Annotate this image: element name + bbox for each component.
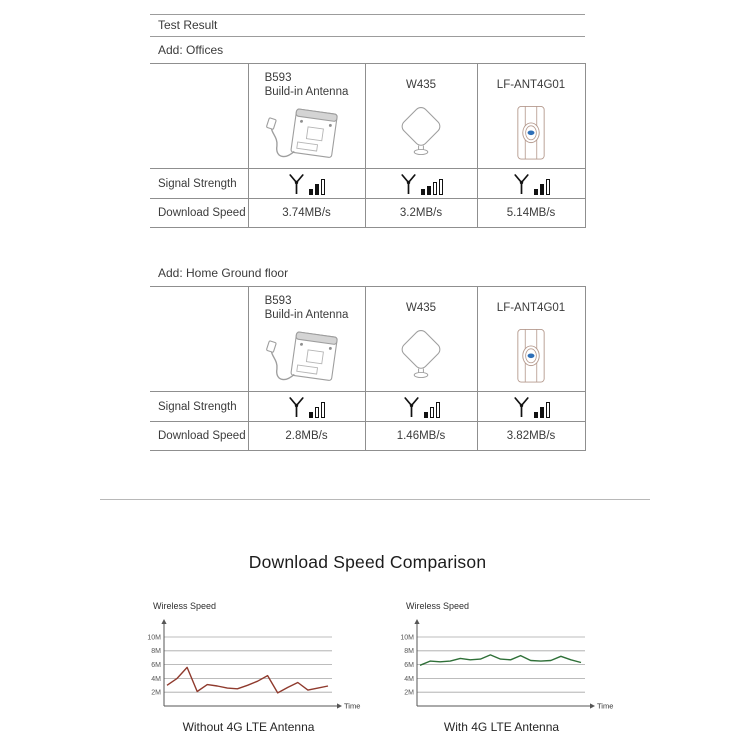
speed-cell-lf-ant4g01: 5.14MB/s: [477, 199, 585, 228]
chart-y-axis-title: Wireless Speed: [406, 601, 470, 611]
product-name-lf-ant4g01: LF-ANT4G01: [496, 302, 566, 314]
signal-strength-label: Signal Strength: [150, 392, 248, 422]
product-cell-b593: [248, 287, 365, 392]
signal-cell-b593: [248, 392, 365, 422]
svg-text:Time: Time: [597, 701, 614, 711]
charts-row: [0, 601, 750, 734]
chart-y-axis-title: Wireless Speed: [153, 601, 217, 611]
test-result-header: Test Result: [150, 14, 585, 37]
download-speed-label: Download Speed: [150, 422, 248, 451]
svg-text:10M: 10M: [147, 634, 161, 642]
product-name-b593: B593 Build-in Antenna: [264, 295, 349, 321]
test-section-offices: [150, 37, 585, 228]
result-table-offices: [150, 63, 586, 228]
svg-text:6M: 6M: [151, 662, 161, 669]
section-divider: [100, 499, 650, 500]
svg-text:8M: 8M: [404, 648, 414, 656]
svg-text:4M: 4M: [404, 675, 414, 683]
product-header-row: [150, 64, 585, 169]
signal-strength-row: [150, 392, 585, 422]
download-speed-label: Download Speed: [150, 199, 248, 228]
b593-router-image: [266, 327, 348, 391]
b593-router-image: [266, 104, 348, 168]
signal-strength-icon: [288, 396, 325, 418]
product-cell-lf-ant4g01: [477, 64, 585, 169]
product-cell-b593: [248, 64, 365, 169]
line-chart-without-antenna: [136, 613, 361, 718]
signal-strength-icon: [403, 396, 440, 418]
chart-with-antenna: [389, 601, 614, 734]
table-caption-home: Add: Home Ground floor: [158, 266, 289, 280]
speed-cell-b593: 2.8MB/s: [248, 422, 365, 451]
lf-ant4g01-antenna-image: [494, 327, 568, 385]
result-table-home: [150, 286, 586, 451]
svg-text:4M: 4M: [151, 675, 161, 683]
w435-antenna-image: [385, 327, 457, 383]
speed-cell-w435: 3.2MB/s: [365, 199, 477, 228]
signal-strength-row: [150, 169, 585, 199]
signal-cell-lf-ant4g01: [477, 392, 585, 422]
signal-strength-label: Signal Strength: [150, 169, 248, 199]
svg-text:6M: 6M: [404, 662, 414, 669]
svg-text:8M: 8M: [151, 648, 161, 656]
speed-cell-b593: 3.74MB/s: [248, 199, 365, 228]
chart-caption-with: With 4G LTE Antenna: [443, 720, 560, 734]
download-speed-row: [150, 199, 585, 228]
download-speed-row: [150, 422, 585, 451]
product-cell-w435: [365, 64, 477, 169]
svg-text:Time: Time: [344, 701, 361, 711]
product-cell-lf-ant4g01: [477, 287, 585, 392]
signal-cell-lf-ant4g01: [477, 169, 585, 199]
signal-strength-icon: [400, 173, 443, 195]
signal-cell-b593: [248, 169, 365, 199]
test-section-home-ground-floor: [150, 260, 585, 451]
product-header-row: [150, 287, 585, 392]
svg-text:10M: 10M: [400, 634, 414, 642]
speed-cell-lf-ant4g01: 3.82MB/s: [477, 422, 585, 451]
speed-cell-w435: 1.46MB/s: [365, 422, 477, 451]
product-name-b593: B593 Build-in Antenna: [264, 72, 349, 98]
product-name-lf-ant4g01: LF-ANT4G01: [496, 79, 566, 91]
empty-corner-cell: [150, 64, 248, 169]
product-name-w435: W435: [405, 302, 437, 314]
svg-text:2M: 2M: [404, 689, 414, 697]
line-chart-with-antenna: [389, 613, 614, 718]
chart-caption-without: Without 4G LTE Antenna: [182, 720, 315, 734]
table-caption-offices: Add: Offices: [158, 43, 224, 57]
signal-strength-icon: [513, 173, 550, 195]
svg-text:2M: 2M: [151, 689, 161, 697]
empty-corner-cell: [150, 287, 248, 392]
page-content: [150, 14, 585, 573]
product-cell-w435: [365, 287, 477, 392]
product-name-w435: W435: [405, 79, 437, 91]
signal-strength-icon: [513, 396, 550, 418]
w435-antenna-image: [385, 104, 457, 160]
lf-ant4g01-antenna-image: [494, 104, 568, 162]
signal-strength-icon: [288, 173, 325, 195]
signal-cell-w435: [365, 392, 477, 422]
signal-cell-w435: [365, 169, 477, 199]
chart-without-antenna: [136, 601, 361, 734]
comparison-title: Download Speed Comparison: [248, 552, 487, 572]
